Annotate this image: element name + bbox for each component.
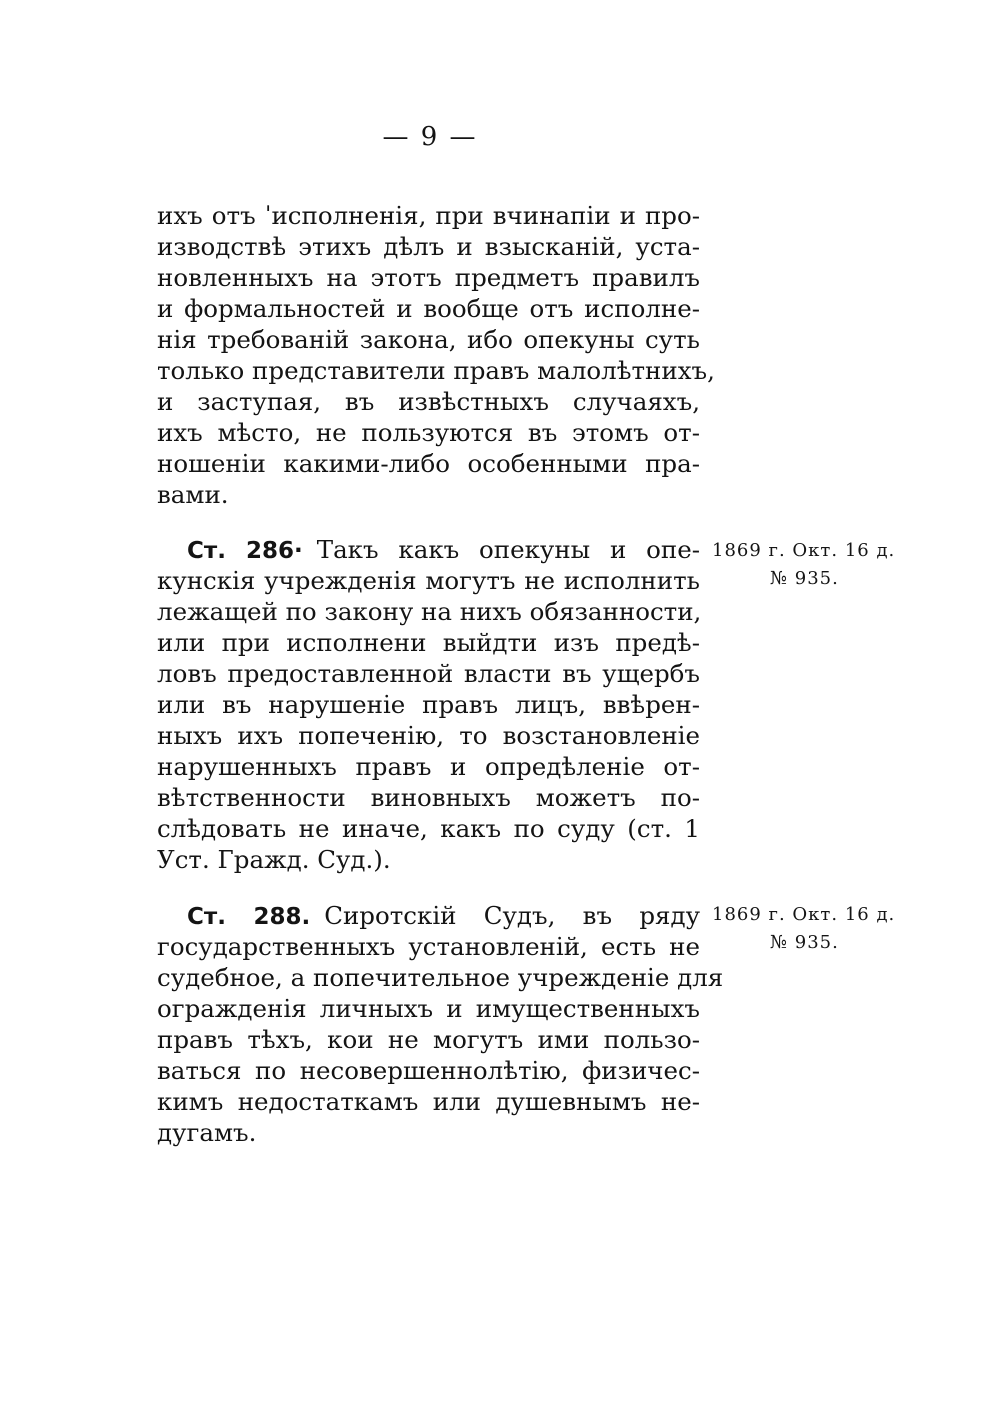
- article-line: нарушенныхъ правъ и опредѣленіе от-: [157, 752, 700, 781]
- article-line: слѣдовать не иначе, какъ по суду (ст. 1: [157, 814, 700, 843]
- margin-ref-number: № 935.: [770, 932, 839, 953]
- article-label: Ст. 288.: [187, 904, 311, 930]
- intro-line: и формальностей и вообще отъ исполне-: [157, 294, 700, 323]
- margin-date: 1869 г. Окт. 16 д.: [712, 904, 896, 925]
- intro-line: и заступая, въ извѣстныхъ случаяхъ,: [157, 387, 700, 416]
- article-line: судебное, а попечительное учрежденіе для: [157, 963, 724, 992]
- article-line: ныхъ ихъ попеченію, то возстановленіе: [157, 721, 700, 750]
- intro-line: вами.: [157, 480, 229, 509]
- page-number: — 9 —: [382, 122, 478, 152]
- article-line: вѣтственности виновныхъ можетъ по-: [157, 783, 700, 812]
- article-line: лежащей по закону на нихъ обязанности,: [157, 597, 702, 626]
- article-line: или въ нарушеніе правъ лицъ, ввѣрен-: [157, 690, 700, 719]
- intro-line: ношеніи какими-либо особенными пра-: [157, 449, 700, 478]
- article-label: Ст. 286·: [187, 538, 303, 564]
- article-first-line: [187, 534, 700, 567]
- article-line: дугамъ.: [157, 1118, 257, 1147]
- margin-note: [712, 901, 912, 957]
- intro-line: новленныхъ на этотъ предметъ правилъ: [157, 263, 700, 292]
- intro-line: ихъ отъ ˈисполненія, при вчинапіи и про-: [157, 201, 700, 230]
- article-line: ваться по несовершеннолѣтію, физичес-: [157, 1056, 700, 1085]
- intro-line: изводствѣ этихъ дѣлъ и взысканій, уста-: [157, 232, 700, 261]
- article-line: Такъ какъ опекуны и опе-: [316, 535, 700, 564]
- article-line: государственныхъ установленій, есть не: [157, 932, 700, 961]
- article-line: кунскія учрежденія могутъ не исполнить: [157, 566, 700, 595]
- margin-date: 1869 г. Окт. 16 д.: [712, 540, 896, 561]
- intro-line: только представители правъ малолѣтнихъ,: [157, 356, 715, 385]
- intro-line: нія требованій закона, ибо опекуны суть: [157, 325, 700, 354]
- article-line: ловъ предоставленной власти въ ущербъ: [157, 659, 700, 688]
- intro-line: ихъ мѣсто, не пользуются въ этомъ от-: [157, 418, 700, 447]
- article-line: Сиротскій Судъ, въ ряду: [324, 901, 700, 930]
- article-line: или при исполнени выйдти изъ предѣ-: [157, 628, 700, 657]
- margin-ref-number: № 935.: [770, 568, 839, 589]
- article-line: кимъ недостаткамъ или душевнымъ не-: [157, 1087, 700, 1116]
- article-first-line: [187, 900, 700, 933]
- article-line: огражденія личныхъ и имущественныхъ: [157, 994, 700, 1023]
- margin-note: [712, 537, 912, 593]
- article-line: Уст. Гражд. Суд.).: [157, 845, 391, 874]
- article-line: правъ тѣхъ, кои не могутъ ими пользо-: [157, 1025, 700, 1054]
